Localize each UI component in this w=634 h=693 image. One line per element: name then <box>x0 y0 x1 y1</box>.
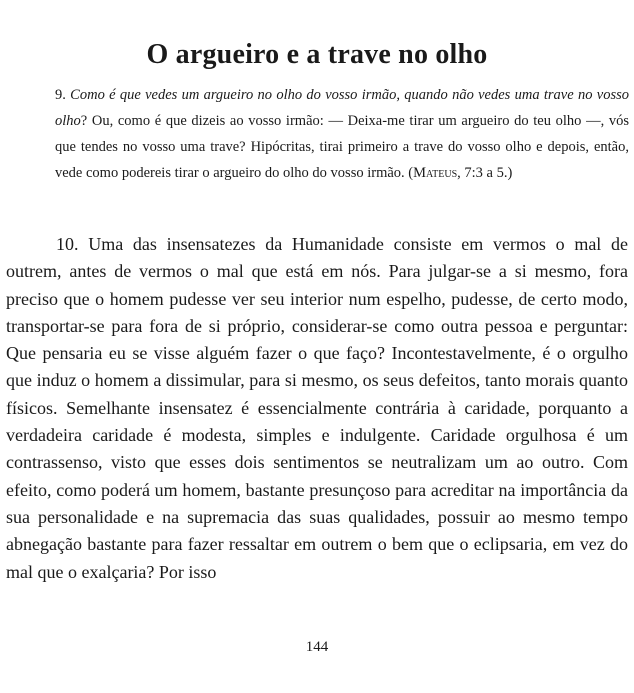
body-paragraph <box>6 231 628 586</box>
scripture-quote <box>55 82 629 186</box>
quote-italic-text: Como é que vedes um argueiro no olho do vosso irmão, quando não vedes uma trave no vosso olho <box>55 87 629 129</box>
paragraph-number: 10. <box>56 234 79 254</box>
page-number: 144 <box>305 639 329 655</box>
quote-reference-author: Mateus <box>413 165 458 181</box>
body-text <box>6 231 628 586</box>
quote-text: ? Ou, como é que dizeis ao vosso irmão: — Deixa-me tirar um argueiro do teu olho —, vós que tendes no vosso uma trave? Hipócritas, tirai primeiro a trave do vosso olho e depois, então, vede como podereis tirar o argueiro do olho do vosso irmão. ( <box>55 113 629 181</box>
paragraph-text: Uma das insensatezes da Humanidade consiste em vermos o mal de outrem, antes de vermos o mal que está em nós. Para julgar-se a si mesmo, fora preciso que o homem pudesse ver seu interior num espelho, pudesse, de certo modo, transportar-se para fora de si próprio, considerar-se como outra pessoa e perguntar: Que pensaria eu se visse alguém fazer o que faço? Incontestavelmente, é o orgulho que induz o homem a dissimular, para si mesmo, os seus defeitos, tanto morais quanto físicos. Semelhante insensatez é essencialmente contrária à caridade, porquanto a verdadeira caridade é modesta, simples e indulgente. Caridade orgulhosa é um contrassenso, visto que esses dois sentimentos se neutralizam um ao outro. Com efeito, como poderá um homem, bastante presunçoso para acreditar na importância da sua personalidade e na supremacia das suas qualidades, possuir ao mesmo tempo abnegação bastante para fazer ressaltar em outrem o bem que o eclipsaria, em vez do mal que o exalçaria? Por isso <box>6 234 628 582</box>
quote-reference-verse: , 7:3 a 5.) <box>457 165 513 181</box>
chapter-title: O argueiro e a trave no olho <box>146 38 488 70</box>
quote-paragraph <box>55 82 629 186</box>
quote-number: 9. <box>55 87 66 103</box>
